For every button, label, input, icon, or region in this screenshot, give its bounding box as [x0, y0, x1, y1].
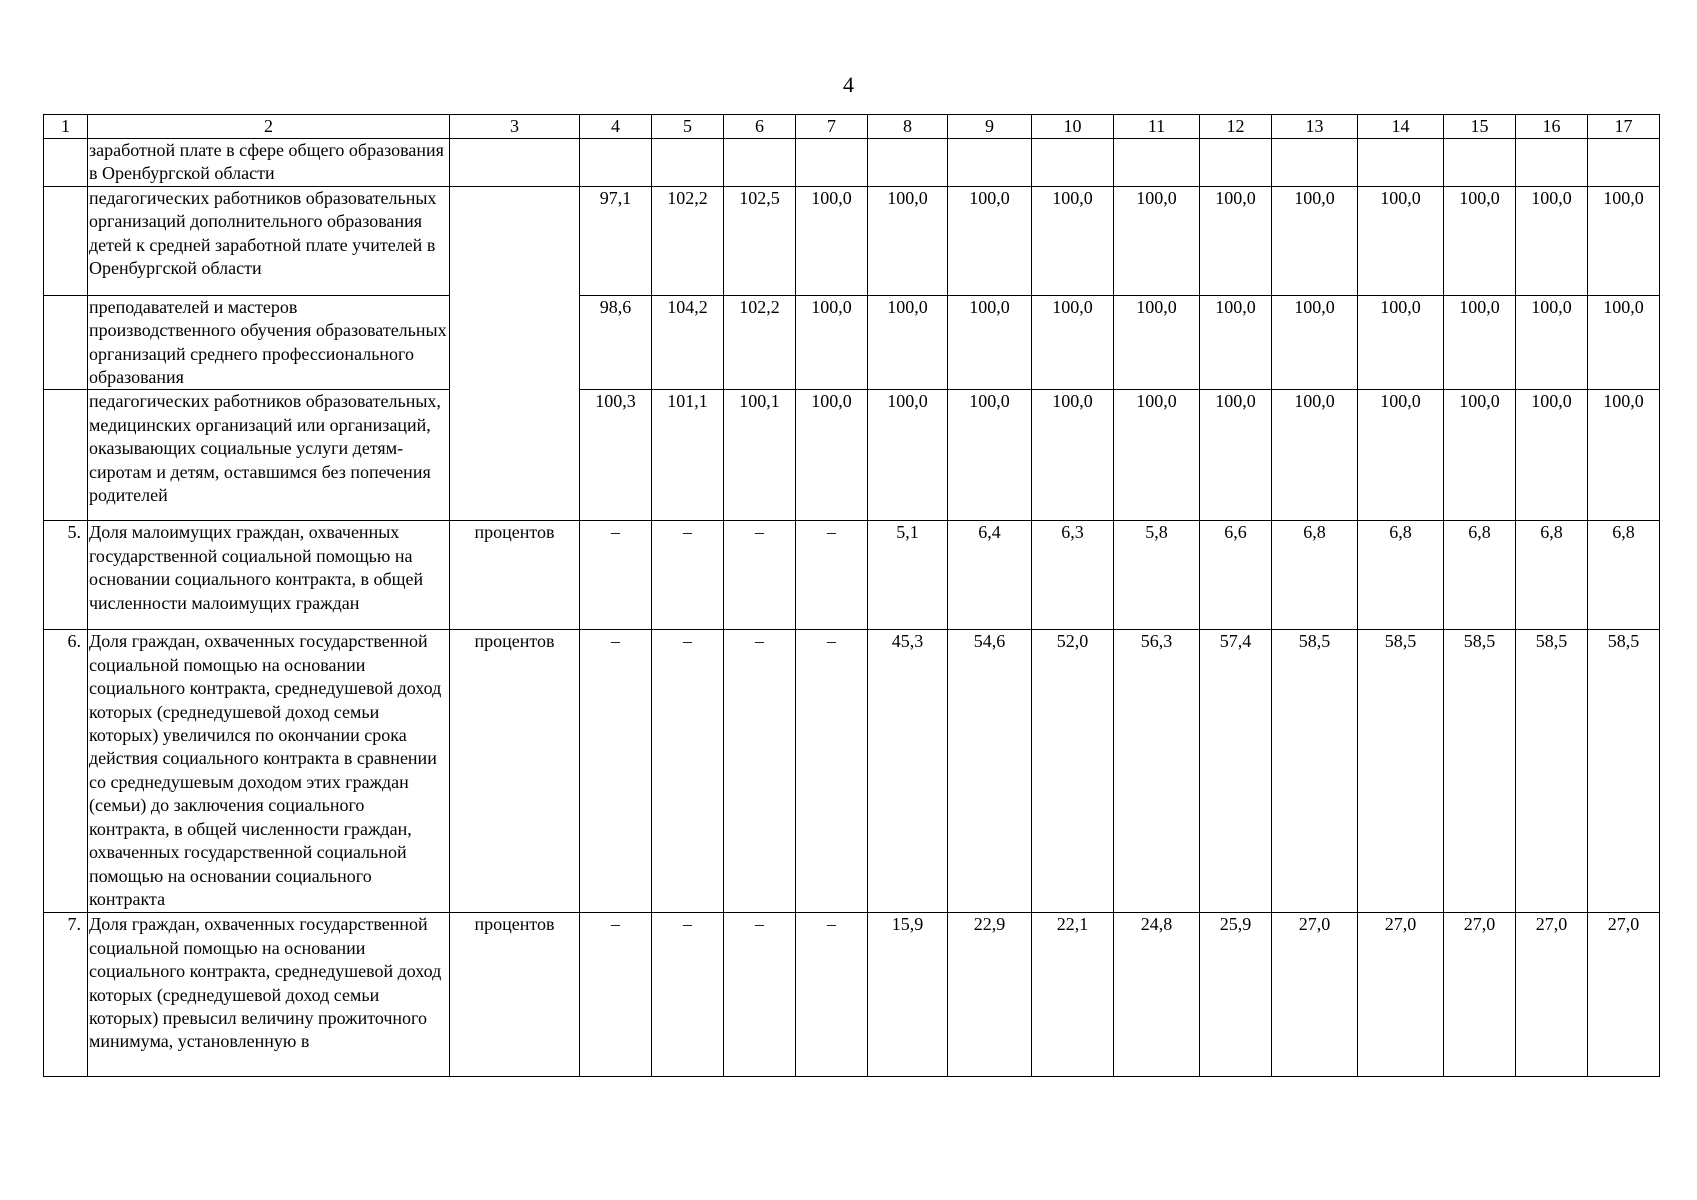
value-cell-col-5: 101,1	[652, 390, 724, 521]
value-cell-col-9: 100,0	[948, 295, 1032, 390]
table-row	[44, 390, 1660, 521]
row-number-cell: 7.	[44, 913, 88, 1077]
value-cell-col-12: 100,0	[1200, 390, 1272, 521]
value-cell-col-8: 45,3	[868, 630, 948, 913]
value-cell-col-10: 52,0	[1032, 630, 1114, 913]
value-cell-col-16: 100,0	[1516, 295, 1588, 390]
value-cell-col-11: 100,0	[1114, 295, 1200, 390]
table-row	[44, 186, 1660, 295]
value-cell-col-7: –	[796, 630, 868, 913]
column-header-14: 14	[1358, 115, 1444, 139]
value-cell-col-15: 100,0	[1444, 390, 1516, 521]
value-cell-col-8: 100,0	[868, 186, 948, 295]
value-cell-col-6: –	[724, 630, 796, 913]
value-cell-col-8: 5,1	[868, 521, 948, 630]
value-cell-col-15: 100,0	[1444, 295, 1516, 390]
value-cell-col-7: 100,0	[796, 390, 868, 521]
value-cell-col-17: 27,0	[1588, 913, 1660, 1077]
value-cell-col-13: 58,5	[1272, 630, 1358, 913]
value-cell-col-14: 58,5	[1358, 630, 1444, 913]
value-cell-col-5: –	[652, 521, 724, 630]
value-cell-col-16: 100,0	[1516, 186, 1588, 295]
indicator-name-cell: Доля граждан, охваченных государственной социальной помощью на основании социального контракта, среднедушевой доход которых (среднедушевой доход семьи которых) превысил величину прожиточного минимума, установленную в	[88, 913, 450, 1077]
unit-cell: процентов	[450, 630, 580, 913]
column-header-4: 4	[580, 115, 652, 139]
column-header-9: 9	[948, 115, 1032, 139]
table-header-row	[44, 115, 1660, 139]
value-cell-col-5: 104,2	[652, 295, 724, 390]
value-cell-col-17: 100,0	[1588, 295, 1660, 390]
value-cell-col-14: 100,0	[1358, 295, 1444, 390]
table-row	[44, 913, 1660, 1077]
value-cell-col-6: 102,5	[724, 186, 796, 295]
value-cell-col-12: 6,6	[1200, 521, 1272, 630]
value-cell-col-11: 5,8	[1114, 521, 1200, 630]
value-cell-col-9: 54,6	[948, 630, 1032, 913]
value-cell-col-11: 100,0	[1114, 186, 1200, 295]
unit-cell	[450, 186, 580, 521]
value-cell-col-17: 100,0	[1588, 186, 1660, 295]
value-cell-col-5: 102,2	[652, 186, 724, 295]
value-cell-col-13: 100,0	[1272, 295, 1358, 390]
value-cell-col-4: –	[580, 521, 652, 630]
value-cell-col-15: 58,5	[1444, 630, 1516, 913]
column-header-8: 8	[868, 115, 948, 139]
page-number: 4	[843, 72, 854, 97]
value-cell-col-9: 6,4	[948, 521, 1032, 630]
row-number-cell: 5.	[44, 521, 88, 630]
indicator-name-cell: педагогических работников образовательных, медицинских организаций или организаций, оказывающих социальные услуги детям-сиротам и детям, оставшимся без попечения родителей	[88, 390, 450, 521]
value-cell-col-7: 100,0	[796, 186, 868, 295]
value-cell-col-4: –	[580, 913, 652, 1077]
value-cell-col-15: 27,0	[1444, 913, 1516, 1077]
value-cell-col-9: 100,0	[948, 186, 1032, 295]
column-header-17: 17	[1588, 115, 1660, 139]
column-header-2: 2	[88, 115, 450, 139]
row-number-cell	[44, 139, 88, 187]
unit-cell	[450, 139, 580, 187]
value-cell-col-10: 100,0	[1032, 295, 1114, 390]
row-number-cell: 6.	[44, 630, 88, 913]
value-cell-col-4: 97,1	[580, 186, 652, 295]
value-cell-col-9: 100,0	[948, 390, 1032, 521]
value-cell-col-11: 56,3	[1114, 630, 1200, 913]
table-row	[44, 139, 1660, 187]
table-row	[44, 630, 1660, 913]
value-cell-col-8: 100,0	[868, 390, 948, 521]
value-cell-col-4: 98,6	[580, 295, 652, 390]
value-cell-col-8: 100,0	[868, 295, 948, 390]
column-header-5: 5	[652, 115, 724, 139]
value-cell-col-12: 100,0	[1200, 295, 1272, 390]
value-cell-col-15: 100,0	[1444, 186, 1516, 295]
value-cell-col-9: 22,9	[948, 913, 1032, 1077]
value-cell-col-6: –	[724, 913, 796, 1077]
row-number-cell	[44, 186, 88, 295]
value-cell-col-6: 100,1	[724, 390, 796, 521]
value-cell-col-10: 6,3	[1032, 521, 1114, 630]
column-header-3: 3	[450, 115, 580, 139]
value-cell-col-5: –	[652, 913, 724, 1077]
row-number-cell	[44, 295, 88, 390]
unit-cell: процентов	[450, 913, 580, 1077]
value-cell-col-4: 100,3	[580, 390, 652, 521]
value-cell-col-13: 100,0	[1272, 186, 1358, 295]
value-cell-col-14: 27,0	[1358, 913, 1444, 1077]
column-header-10: 10	[1032, 115, 1114, 139]
value-cell-col-14: 100,0	[1358, 186, 1444, 295]
value-cell-col-7: –	[796, 913, 868, 1077]
value-cell-col-7: –	[796, 521, 868, 630]
column-header-16: 16	[1516, 115, 1588, 139]
indicator-name-cell: педагогических работников образовательных организаций дополнительного образования детей к средней заработной плате учителей в Оренбургской области	[88, 186, 450, 295]
value-cell-col-10: 100,0	[1032, 390, 1114, 521]
unit-cell: процентов	[450, 521, 580, 630]
value-cell-col-13: 27,0	[1272, 913, 1358, 1077]
column-header-13: 13	[1272, 115, 1358, 139]
value-cell-col-17: 100,0	[1588, 390, 1660, 521]
value-cell-col-7: 100,0	[796, 295, 868, 390]
value-cell-col-16: 6,8	[1516, 521, 1588, 630]
value-cell-col-5: –	[652, 630, 724, 913]
value-cell-col-12: 25,9	[1200, 913, 1272, 1077]
indicator-name-cell: заработной плате в сфере общего образования в Оренбургской области	[88, 139, 450, 187]
value-cell-col-10: 100,0	[1032, 186, 1114, 295]
value-cell-col-11: 24,8	[1114, 913, 1200, 1077]
value-cell-col-4: –	[580, 630, 652, 913]
value-cell-col-13: 6,8	[1272, 521, 1358, 630]
value-cell-col-14: 100,0	[1358, 390, 1444, 521]
column-header-6: 6	[724, 115, 796, 139]
value-cell-col-17: 6,8	[1588, 521, 1660, 630]
value-cell-col-16: 100,0	[1516, 390, 1588, 521]
value-cell-col-11: 100,0	[1114, 390, 1200, 521]
column-header-1: 1	[44, 115, 88, 139]
value-cell-col-14: 6,8	[1358, 521, 1444, 630]
value-cell-col-10: 22,1	[1032, 913, 1114, 1077]
column-header-12: 12	[1200, 115, 1272, 139]
column-header-7: 7	[796, 115, 868, 139]
value-cell-col-6: 102,2	[724, 295, 796, 390]
indicator-table	[43, 114, 1660, 1077]
row-number-cell	[44, 390, 88, 521]
table-row	[44, 295, 1660, 390]
table-row	[44, 521, 1660, 630]
indicator-name-cell: Доля граждан, охваченных государственной социальной помощью на основании социального контракта, среднедушевой доход которых (среднедушевой доход семьи которых) увеличился по окончании срока действия социального контракта в сравнении со среднедушевым доходом этих граждан (семьи) до заключения социального контракта, в общей численности граждан, охваченных государственной социальной помощью на основании социального контракта	[88, 630, 450, 913]
column-header-15: 15	[1444, 115, 1516, 139]
value-cell-col-12: 57,4	[1200, 630, 1272, 913]
indicator-name-cell: преподавателей и мастеров производственного обучения образовательных организаций среднего профессионального образования	[88, 295, 450, 390]
value-cell-col-17: 58,5	[1588, 630, 1660, 913]
value-cell-col-6: –	[724, 521, 796, 630]
value-cell-col-12: 100,0	[1200, 186, 1272, 295]
column-header-11: 11	[1114, 115, 1200, 139]
value-cell-col-13: 100,0	[1272, 390, 1358, 521]
indicator-name-cell: Доля малоимущих граждан, охваченных государственной социальной помощью на основании социального контракта, в общей численности малоимущих граждан	[88, 521, 450, 630]
value-cell-col-16: 27,0	[1516, 913, 1588, 1077]
value-cell-col-15: 6,8	[1444, 521, 1516, 630]
value-cell-col-16: 58,5	[1516, 630, 1588, 913]
value-cell-col-8: 15,9	[868, 913, 948, 1077]
